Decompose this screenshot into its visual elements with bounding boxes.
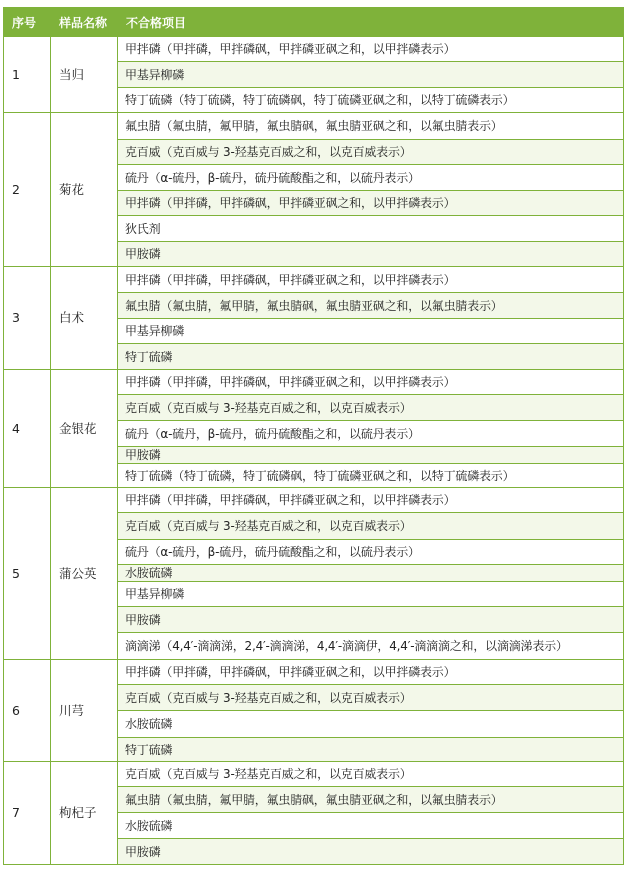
table-row [4, 113, 624, 140]
nonconforming-item: 硫丹（α-硫丹，β-硫丹，硫丹硫酸酯之和，以硫丹表示） [118, 421, 624, 447]
nonconforming-item: 克百威（克百威与 3-羟基克百威之和，以克百威表示） [118, 685, 624, 711]
nonconforming-item: 甲拌磷（甲拌磷，甲拌磷砜，甲拌磷亚砜之和，以甲拌磷表示） [118, 660, 624, 685]
nonconforming-item: 甲拌磷（甲拌磷，甲拌磷砜，甲拌磷亚砜之和，以甲拌磷表示） [118, 370, 624, 395]
nonconforming-item: 克百威（克百威与 3-羟基克百威之和，以克百威表示） [118, 762, 624, 787]
nonconforming-item: 氟虫腈（氟虫腈，氟甲腈，氟虫腈砜，氟虫腈亚砜之和，以氟虫腈表示） [118, 293, 624, 319]
nonconforming-item: 甲拌磷（甲拌磷，甲拌磷砜，甲拌磷亚砜之和，以甲拌磷表示） [118, 37, 624, 62]
header-sample-name: 样品名称 [51, 8, 118, 37]
sample-number: 3 [4, 267, 51, 370]
sample-name: 枸杞子 [51, 762, 118, 865]
sample-number: 5 [4, 488, 51, 660]
nonconforming-item: 特丁硫磷（特丁硫磷，特丁硫磷砜，特丁硫磷亚砜之和，以特丁硫磷表示） [118, 88, 624, 113]
nonconforming-item: 硫丹（α-硫丹，β-硫丹，硫丹硫酸酯之和，以硫丹表示） [118, 165, 624, 191]
sample-number: 7 [4, 762, 51, 865]
sample-number: 6 [4, 660, 51, 762]
nonconforming-item: 硫丹（α-硫丹，β-硫丹，硫丹硫酸酯之和，以硫丹表示） [118, 540, 624, 565]
nonconforming-item: 特丁硫磷 [118, 344, 624, 370]
sample-name: 当归 [51, 37, 118, 113]
header-nonconforming-item: 不合格项目 [118, 8, 624, 37]
sample-name: 白术 [51, 267, 118, 370]
sample-number: 4 [4, 370, 51, 488]
nonconforming-item: 甲基异柳磷 [118, 62, 624, 88]
nonconforming-item: 狄氏剂 [118, 216, 624, 242]
nonconforming-item: 水胺硫磷 [118, 813, 624, 839]
header-number: 序号 [4, 8, 51, 37]
sample-name: 菊花 [51, 113, 118, 267]
sample-number: 1 [4, 37, 51, 113]
nonconforming-item: 甲胺磷 [118, 447, 624, 464]
nonconforming-item: 甲拌磷（甲拌磷，甲拌磷砜，甲拌磷亚砜之和，以甲拌磷表示） [118, 267, 624, 293]
nonconforming-item: 氟虫腈（氟虫腈，氟甲腈，氟虫腈砜，氟虫腈亚砜之和，以氟虫腈表示） [118, 787, 624, 813]
sample-number: 2 [4, 113, 51, 267]
nonconforming-item: 甲胺磷 [118, 839, 624, 865]
table-row [4, 370, 624, 395]
nonconforming-item: 甲拌磷（甲拌磷，甲拌磷砜，甲拌磷亚砜之和，以甲拌磷表示） [118, 191, 624, 216]
nonconforming-item: 克百威（克百威与 3-羟基克百威之和，以克百威表示） [118, 140, 624, 165]
sample-name: 川芎 [51, 660, 118, 762]
sample-name: 蒲公英 [51, 488, 118, 660]
table-header-row [4, 8, 624, 37]
nonconforming-item: 氟虫腈（氟虫腈，氟甲腈，氟虫腈砜，氟虫腈亚砜之和，以氟虫腈表示） [118, 113, 624, 140]
table-row [4, 660, 624, 685]
nonconforming-item: 甲胺磷 [118, 242, 624, 267]
nonconforming-item: 水胺硫磷 [118, 565, 624, 582]
table-row [4, 762, 624, 787]
nonconforming-item: 甲基异柳磷 [118, 582, 624, 607]
table-row [4, 37, 624, 62]
nonconforming-item: 克百威（克百威与 3-羟基克百威之和，以克百威表示） [118, 395, 624, 421]
nonconforming-item: 甲胺磷 [118, 607, 624, 633]
nonconforming-item: 滴滴涕（4,4′-滴滴涕，2,4′-滴滴涕，4,4′-滴滴伊，4,4′-滴滴滴之和，以滴滴涕表示） [118, 633, 624, 660]
nonconforming-item: 特丁硫磷 [118, 738, 624, 762]
table-row [4, 267, 624, 293]
nonconforming-item: 甲拌磷（甲拌磷，甲拌磷砜，甲拌磷亚砜之和，以甲拌磷表示） [118, 488, 624, 513]
table-row [4, 488, 624, 513]
table-body [4, 37, 624, 865]
sample-name: 金银花 [51, 370, 118, 488]
nonconforming-item: 特丁硫磷（特丁硫磷，特丁硫磷砜，特丁硫磷亚砜之和，以特丁硫磷表示） [118, 464, 624, 488]
nonconforming-item: 水胺硫磷 [118, 711, 624, 738]
nonconforming-item: 甲基异柳磷 [118, 319, 624, 344]
nonconforming-items-table [3, 7, 624, 865]
nonconforming-item: 克百威（克百威与 3-羟基克百威之和，以克百威表示） [118, 513, 624, 540]
